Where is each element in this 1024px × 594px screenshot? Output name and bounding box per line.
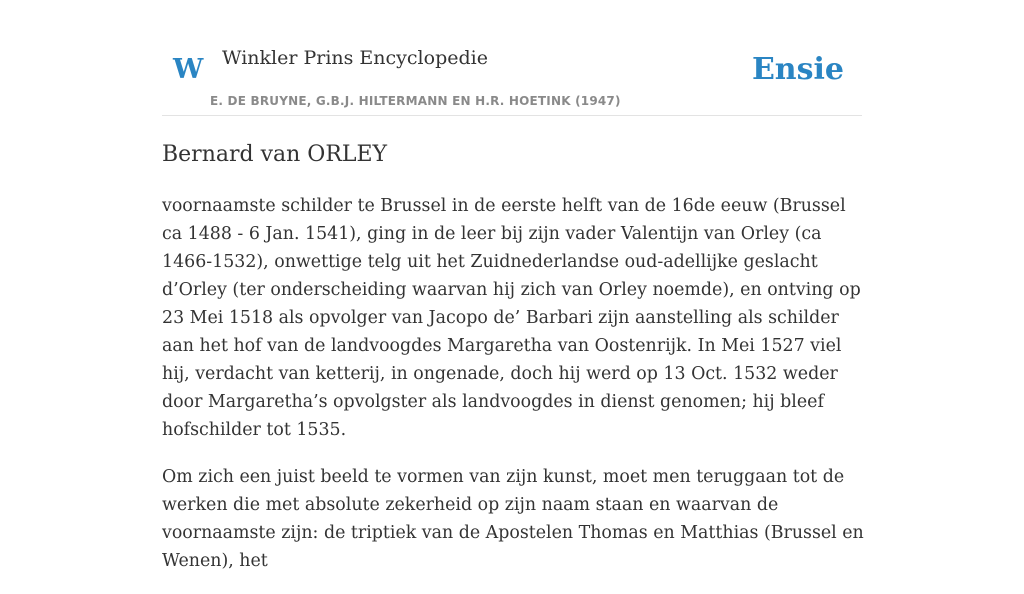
article-paragraph: voornaamste schilder te Brussel in de eerste helft van de 16de eeuw (Brussel ca 1488 - 6 Jan. 1541), ging in de leer bij zijn vader Valentijn van Orley (ca 1466-1532), onwettige telg uit het Zuidnederlandse oud-adellijke geslacht d’Orley (ter onderscheiding waarvan hij zich van Orley noemde), en ontving op 23 Mei 1518 als opvolger van Jacopo de’ Barbari zijn aanstelling als schilder aan het hof van de landvoogdes Margaretha van Oostenrijk. In Mei 1527 viel hij, verdacht van ketterij, in ongenade, doch hij werd op 13 Oct. 1532 weder door Margaretha’s opvolgster als landvoogdes in dienst genomen; hij bleef hofschilder tot 1535. (162, 196, 861, 440)
site-header (162, 40, 862, 116)
article-title: Bernard van ORLEY (162, 142, 388, 167)
article-paragraph: Om zich een juist beeld te vormen van zijn kunst, moet men teruggaan tot de werken die met absolute zekerheid op zijn naam staan en waarvan de voornaamste zijn: de triptiek van de Apostelen Thomas en Matthias (Brussel en Wenen), het (162, 467, 864, 571)
edition-authors: E. DE BRUYNE, G.B.J. HILTERMANN EN H.R. HOETINK (1947) (210, 94, 621, 108)
article-body (162, 192, 868, 594)
site-logo[interactable]: W (173, 54, 204, 85)
brand-logo-link[interactable]: Ensie (751, 52, 844, 87)
site-title: Winkler Prins Encyclopedie (222, 47, 488, 69)
